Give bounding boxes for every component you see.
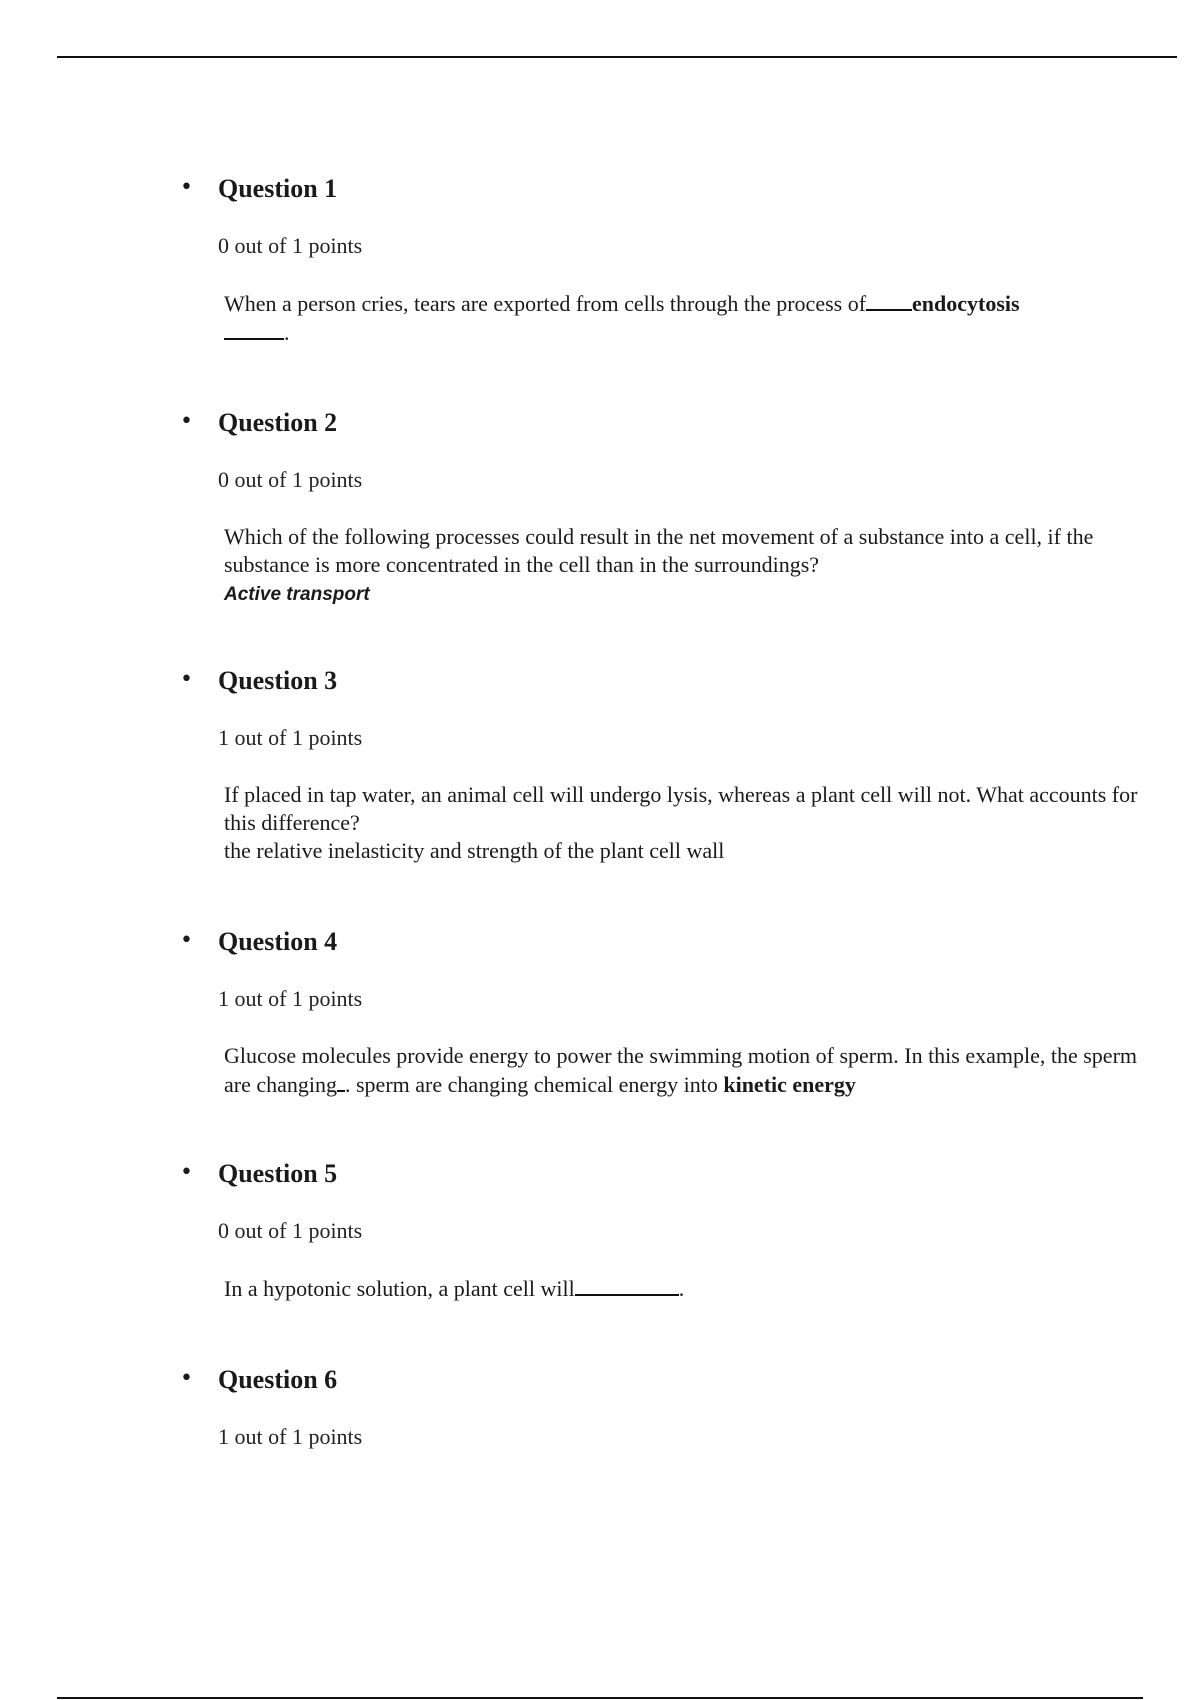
answer-blank	[337, 1070, 345, 1092]
answer-blank	[575, 1274, 679, 1296]
question-answer: Active transport	[224, 584, 370, 605]
question-text	[224, 1042, 1144, 1099]
bullet-icon: •	[180, 1160, 193, 1185]
question-continuation: . sperm are changing chemical energy into	[345, 1072, 718, 1097]
question-answer: the relative inelasticity and strength of the plant cell wall	[224, 838, 725, 863]
question-text	[224, 1274, 1144, 1303]
question-score: 0 out of 1 points	[218, 233, 363, 258]
question-title: Question 3	[218, 666, 338, 695]
question-score: 0 out of 1 points	[218, 1218, 363, 1243]
question-prompt: If placed in tap water, an animal cell will undergo lysis, whereas a plant cell will not. What accounts for this difference?	[224, 782, 1138, 835]
question-score: 0 out of 1 points	[218, 467, 363, 492]
question-suffix: .	[678, 1276, 685, 1301]
question-score: 1 out of 1 points	[218, 725, 363, 750]
bullet-icon: •	[180, 409, 193, 434]
question-suffix: .	[284, 320, 290, 345]
question-title: Question 5	[218, 1159, 338, 1188]
bullet-icon: •	[180, 1366, 193, 1391]
answer-blank	[866, 289, 912, 311]
question-answer: endocytosis	[912, 291, 1020, 316]
bullet-icon: •	[180, 175, 193, 200]
question-prompt: Glucose molecules provide energy to power the swimming motion of sperm. In this example, the sperm are changing	[224, 1043, 1138, 1097]
bullet-icon: •	[180, 928, 193, 953]
question-prompt: In a hypotonic solution, a plant cell will	[224, 1276, 575, 1301]
question-score: 1 out of 1 points	[218, 986, 363, 1011]
question-title: Question 6	[218, 1365, 338, 1394]
question-title: Question 4	[218, 927, 338, 956]
question-score: 1 out of 1 points	[218, 1424, 363, 1449]
question-title: Question 1	[218, 174, 338, 203]
question-prompt: When a person cries, tears are exported from cells through the process of	[224, 291, 867, 316]
bullet-icon: •	[180, 667, 193, 692]
question-answer: kinetic energy	[723, 1072, 856, 1097]
answer-blank	[224, 318, 284, 340]
top-divider	[57, 56, 1177, 58]
question-text	[224, 781, 1144, 865]
question-prompt: Which of the following processes could result in the net movement of a substance into a cell, if the substance is more concentrated in the cell than in the surroundings?	[224, 524, 1094, 577]
bottom-divider	[57, 1697, 1143, 1699]
question-title: Question 2	[218, 408, 338, 437]
question-text	[224, 289, 1144, 347]
question-text	[224, 523, 1144, 609]
